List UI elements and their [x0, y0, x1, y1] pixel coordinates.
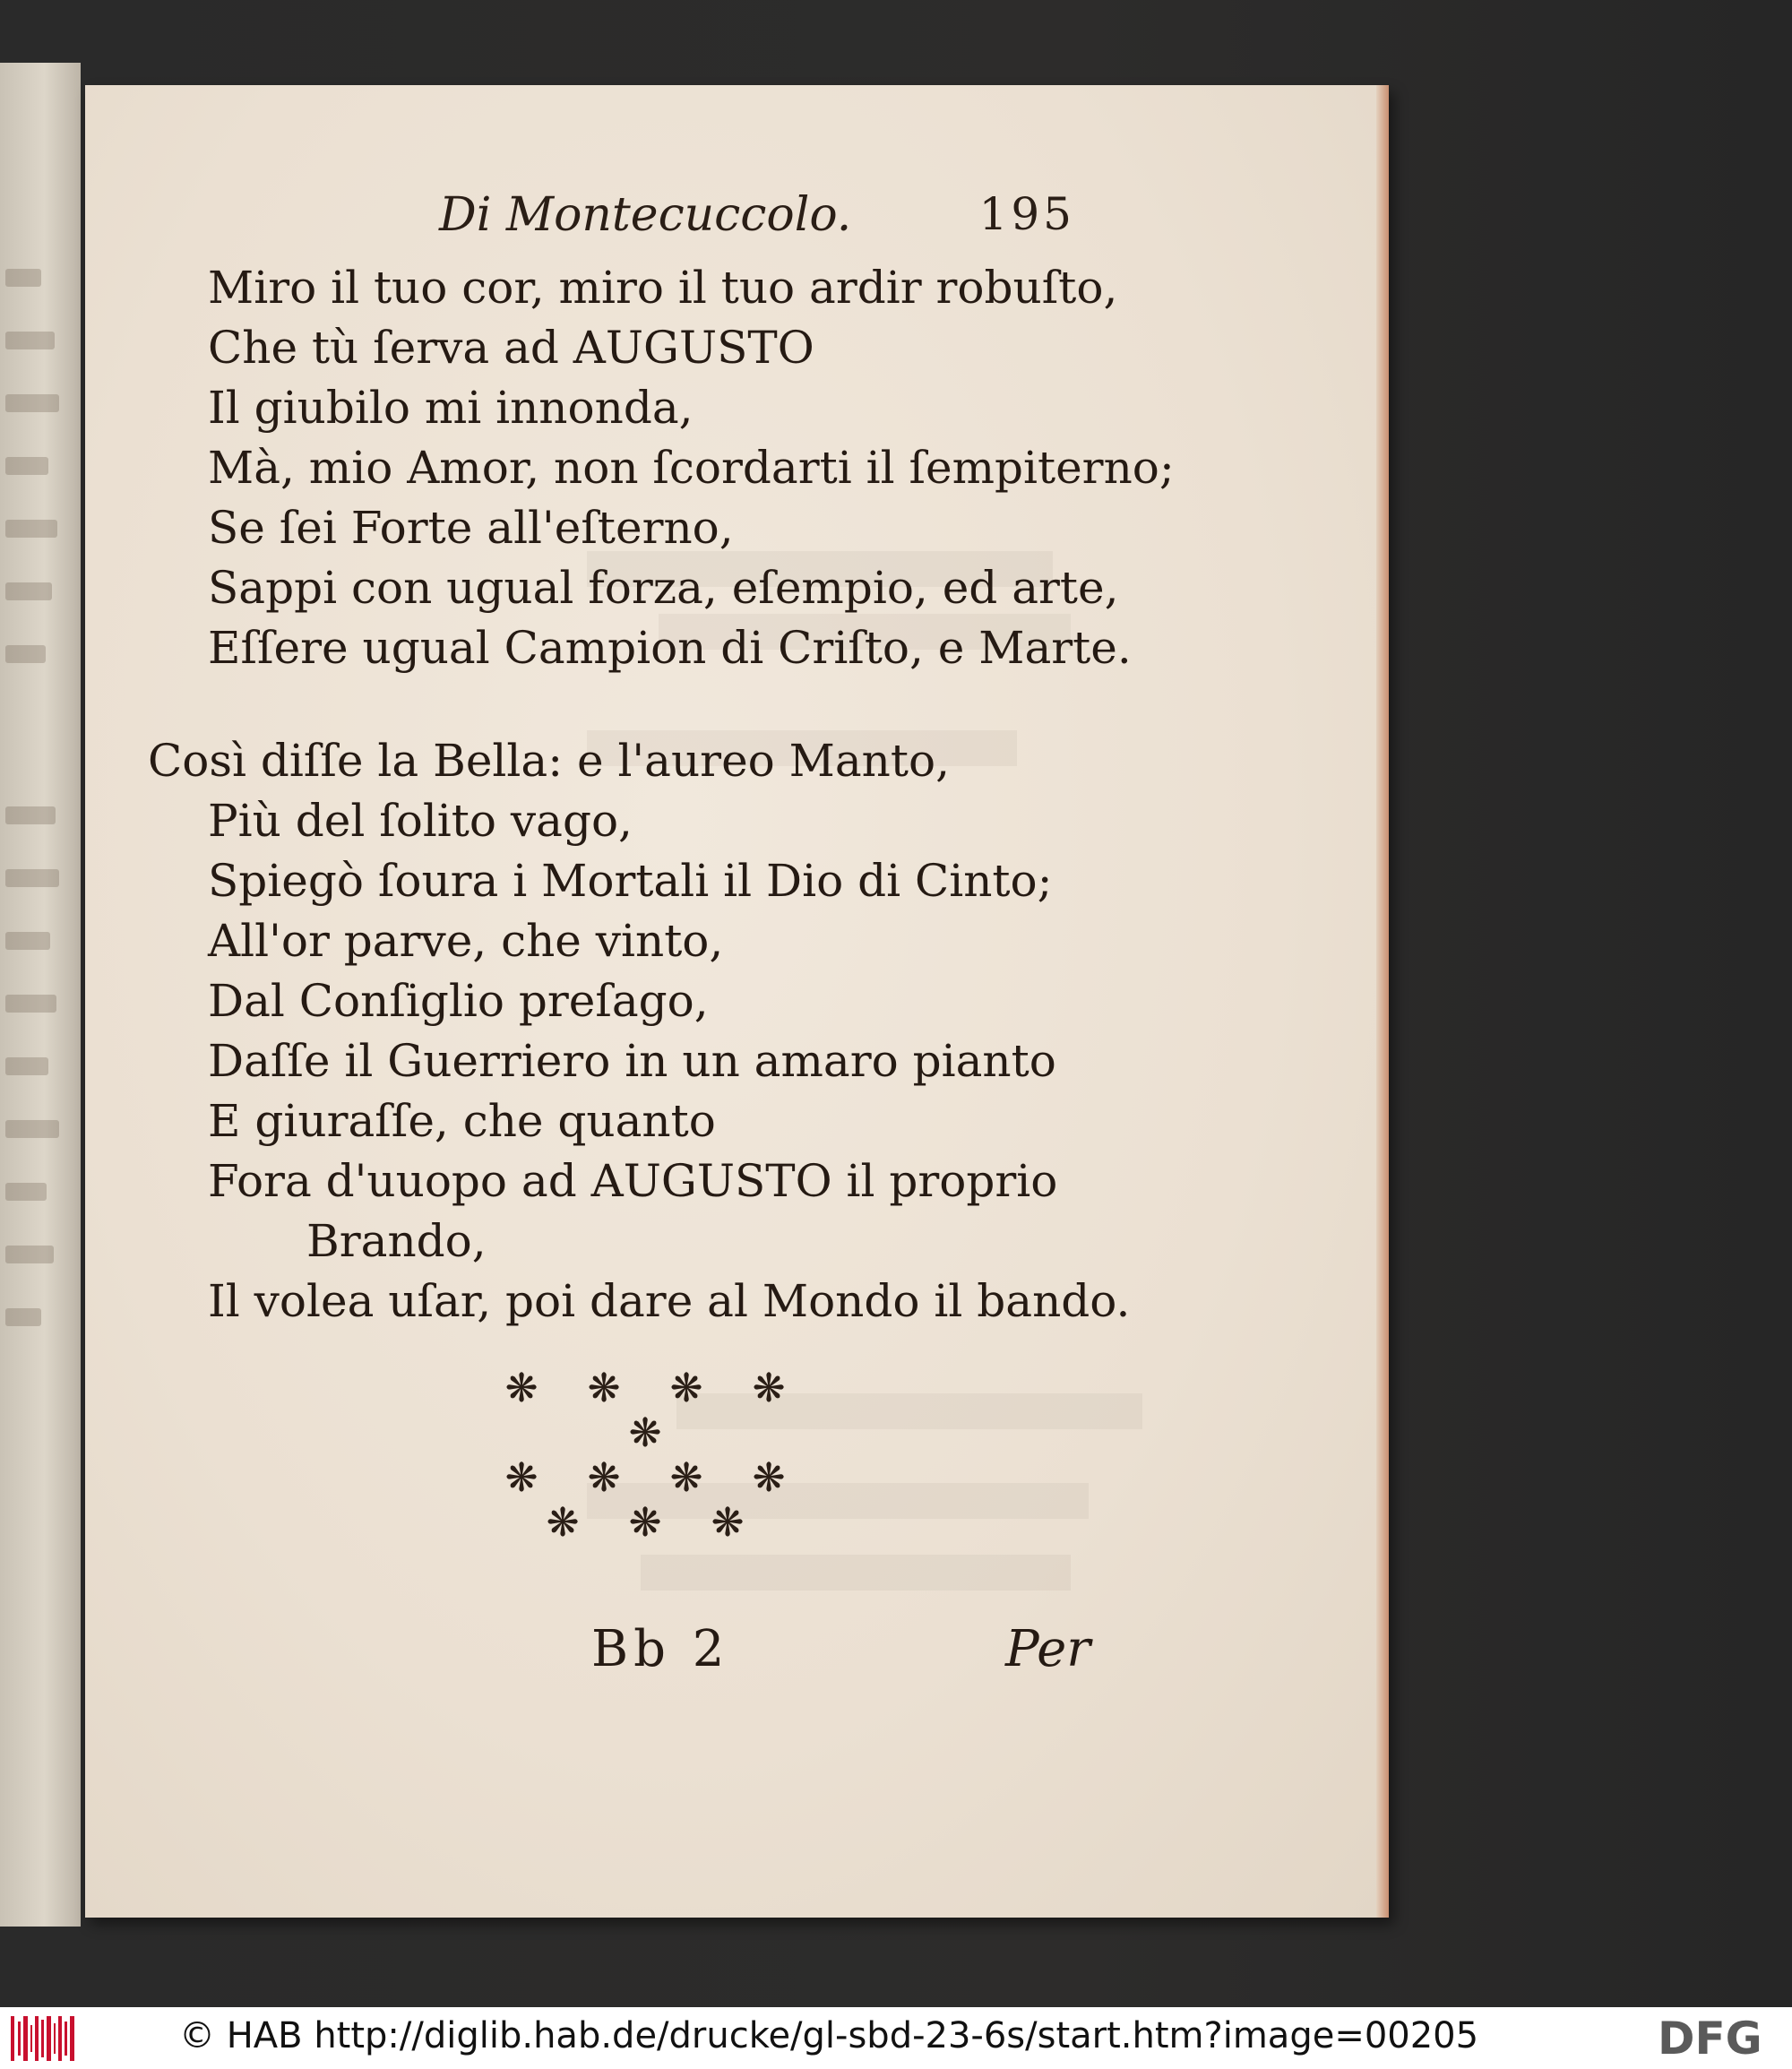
- verse-line: Mà, mio Amor, non ſcordarti il ſempiterno;: [208, 442, 1175, 494]
- verse-line: Eſſere ugual Campion di Criſto, e Marte.: [208, 622, 1132, 674]
- fleuron-icon: ❋: [669, 1366, 703, 1411]
- signature-mark: Bb 2: [591, 1620, 730, 1678]
- fleuron-icon: ❋: [587, 1366, 621, 1411]
- stanza-2: [148, 731, 1130, 1332]
- credit-text: © HAB http://diglib.hab.de/drucke/gl-sbd-23-6s/start.htm?image=00205: [179, 2015, 1479, 2056]
- page-fore-edge: [1376, 85, 1389, 1918]
- fleuron-icon: ❋: [752, 1366, 786, 1411]
- fleuron-icon: ❋: [628, 1410, 662, 1456]
- running-head-title: Di Montecuccolo.: [439, 188, 852, 242]
- verse-line: Daſſe il Guerriero in un amaro pianto: [208, 1035, 1056, 1087]
- catchword: Per: [1005, 1620, 1091, 1678]
- verse-line: E giuraſſe, che quanto: [208, 1095, 716, 1147]
- fleuron-row: [448, 1366, 842, 1456]
- fleuron-icon: ❋: [504, 1455, 538, 1501]
- verse-line: Così diſſe la Bella: e l'aureo Manto,: [148, 735, 950, 787]
- verse-line: Il volea uſar, poi dare al Mondo il bando.: [208, 1275, 1131, 1327]
- verse-line: Se ſei Forte all'eſterno,: [208, 502, 734, 554]
- running-head: [439, 188, 1102, 242]
- verse-line: Fora d'uuopo ad AUGUSTO il proprio: [208, 1155, 1058, 1207]
- verse-line: Dal Conſiglio preſago,: [208, 975, 709, 1027]
- page-number: 195: [978, 188, 1075, 240]
- verse-line: Spiegò ſoura i Mortali il Dio di Cinto;: [208, 855, 1053, 907]
- fleuron-icon: ❋: [546, 1500, 580, 1546]
- stanza-1: [208, 258, 1175, 678]
- verse-line: All'or parve, che vinto,: [208, 915, 724, 967]
- fleuron-row: [448, 1456, 842, 1501]
- verse-line: Sappi con ugual forza, eſempio, ed arte,: [208, 562, 1119, 614]
- barcode-icon: [11, 2016, 77, 2061]
- fleuron-icon: ❋: [752, 1455, 786, 1501]
- verse-line-continuation: Brando,: [306, 1215, 487, 1267]
- fleuron-row: [448, 1501, 842, 1546]
- svg-text:DFG: DFG: [1658, 2013, 1762, 2063]
- fleuron-icon: ❋: [669, 1455, 703, 1501]
- fleuron-icon: ❋: [711, 1500, 745, 1546]
- verse-line: Il giubilo mi innonda,: [208, 382, 694, 434]
- adjacent-page-edge: [0, 63, 81, 1927]
- verse-line: Miro il tuo cor, miro il tuo ardir robuſto,: [208, 262, 1118, 314]
- fleuron-icon: ❋: [587, 1455, 621, 1501]
- fleuron-ornament: [448, 1366, 842, 1546]
- attribution-bar: [0, 2007, 1792, 2069]
- verse-line: Più del ſolito vago,: [208, 795, 633, 847]
- fleuron-icon: ❋: [504, 1366, 538, 1411]
- verse-line: Che tù ſerva ad AUGUSTO: [208, 322, 814, 374]
- fleuron-icon: ❋: [628, 1500, 662, 1546]
- dfg-logo: [1658, 2013, 1783, 2063]
